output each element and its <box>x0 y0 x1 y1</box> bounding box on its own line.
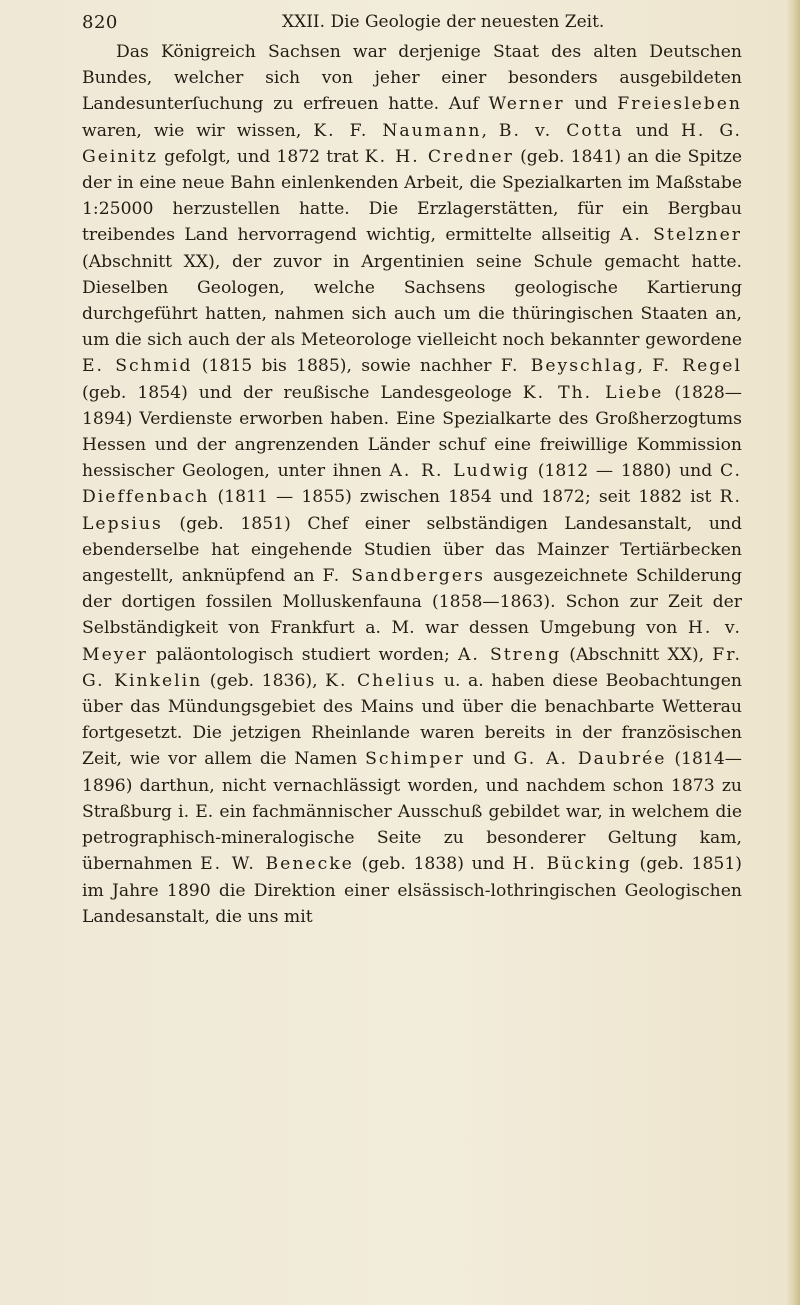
page-number: 820 <box>82 12 118 33</box>
text-run: (Abschnitt XX), <box>561 644 713 665</box>
spaced-name: B. v. Cotta <box>498 120 624 141</box>
spaced-name: G. A. Daubrée <box>513 749 667 770</box>
spaced-name: C. Dieffenbach <box>82 461 742 508</box>
text-run: (geb. 1836), <box>202 670 326 691</box>
text-run: waren, wie wir wissen, <box>82 120 314 141</box>
spaced-name: H. G. Geinitz <box>82 120 742 167</box>
spaced-name: K. Chelius <box>325 670 437 691</box>
text-run: (geb. 1854) und der reußische Landesgeologe <box>82 382 523 403</box>
text-run: (1812 — 1880) und <box>529 461 720 482</box>
text-run: und <box>564 94 618 115</box>
text-run: (1814—1896) darthun, nicht vernachlässigt worden, und nachdem schon 1873 zu Straßburg i. E. ein fachmännischer Ausschuß gebildet war, in welchem die petrographisch-mineralogische Seite zu besonderer Geltung kam, übernahmen <box>82 749 742 875</box>
spaced-name: A. Stelzner <box>619 225 743 246</box>
text-run: paläontologisch studiert worden; <box>147 644 458 665</box>
text-run: (1811 — 1855) zwischen 1854 und 1872; seit 1882 ist <box>209 487 720 508</box>
spaced-name: K. H. Credner <box>364 146 514 167</box>
text-run: (geb. 1841) an die Spitze der in eine neue Bahn einlenkenden Arbeit, die Spezialkarten im Maßstabe 1:25000 herzustellen hatte. Die Erzlagerstätten, für ein Bergbau treibendes Land hervorragend wichtig, ermittelte allseitig <box>82 146 742 246</box>
spaced-name: Schimper <box>365 749 465 770</box>
text-run: (geb. 1838) und <box>353 854 513 875</box>
text-run: (geb. 1851) Chef einer selbständigen Landesanstalt, und ebenderselbe hat eingehende Studien über das Mainzer Tertiärbecken angestellt, anknüpfend an <box>82 513 742 587</box>
page-edge-shadow <box>786 0 800 1305</box>
spaced-name: K. Th. Liebe <box>522 382 664 403</box>
spaced-name: H. Bücking <box>512 854 632 875</box>
spaced-name: F. Sandbergers <box>322 566 485 587</box>
text-run: gefolgt, und 1872 trat <box>157 146 365 167</box>
text-run: und <box>623 120 681 141</box>
spaced-name: R. Lepsius <box>82 487 742 534</box>
spaced-name: F. Beyschlag <box>500 356 638 377</box>
page-header <box>82 6 742 36</box>
spaced-name: Werner <box>488 94 565 115</box>
text-run: , <box>481 120 499 141</box>
spaced-name: A. R. Ludwig <box>389 461 530 482</box>
spaced-name: H. v. Meyer <box>82 618 742 665</box>
text-run: (1815 bis 1885), sowie nachher <box>192 356 501 377</box>
spaced-name: E. Schmid <box>82 356 193 377</box>
text-run: (geb. 1851) im Jahre 1890 die Direktion einer elsässisch-lothringischen Geologischen Landesanstalt, die uns mit <box>82 854 742 927</box>
body-paragraph <box>82 39 742 930</box>
spaced-name: F. Regel <box>652 356 742 377</box>
spaced-name: A. Streng <box>457 644 562 665</box>
spaced-name: K. F. Naumann <box>313 120 482 141</box>
text-run: Das Königreich Sachsen war derjenige Staat des alten Deutschen Bundes, welcher sich von jeher einer besonders ausgebildeten Landesunterſuchung zu erfreuen hatte. Auf <box>82 42 742 115</box>
text-run: ausgezeichnete Schilderung der dortigen fossilen Molluskenfauna (1858—1863). Schon zur Zeit der Selbständigkeit von Frankfurt a. M. war dessen Umgebung von <box>82 566 742 639</box>
text-run: (1828—1894) Verdienste erworben haben. Eine Spezialkarte des Großherzogtums Hessen und der angrenzenden Länder schuf eine freiwillige Kommission hessischer Geologen, unter ihnen <box>82 382 742 482</box>
running-head: XXII. Die Geologie der neuesten Zeit. <box>282 12 605 32</box>
spaced-name: Fr. G. Kinkelin <box>82 644 742 691</box>
text-run: (Abschnitt XX), der zuvor in Argentinien seine Schule gemacht hatte. Dieselben Geologen, welche Sachsens geologische Kartierung durchgeführt hatten, nahmen sich auch um die thüringischen Staaten an, um die sich auch der als Meteorologe vielleicht noch bekannter gewordene <box>82 251 742 351</box>
text-run: u. a. haben diese Beobachtungen über das Mündungsgebiet des Mains und über die benachbarte Wetterau fortgesetzt. Die jetzigen Rheinlande waren bereits in der französischen Zeit, wie vor allem die Namen <box>82 670 742 770</box>
text-run: und <box>464 749 514 770</box>
spaced-name: Freiesleben <box>617 94 742 115</box>
spaced-name: E. W. Benecke <box>200 854 354 875</box>
text-run: , <box>637 356 653 377</box>
